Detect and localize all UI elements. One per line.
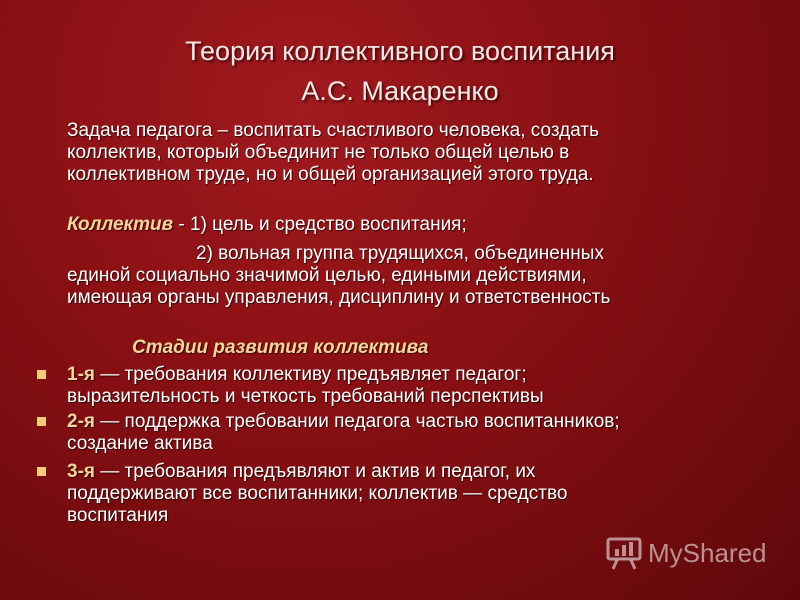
stages-heading: Стадии развития коллектива: [132, 337, 429, 358]
stage-text: поддерживают все воспитанники; коллектив — средство: [67, 483, 568, 504]
stage-item: [67, 364, 544, 408]
stage-text: выразительность и четкость требований перспективы: [67, 386, 544, 407]
watermark: [606, 533, 767, 573]
stage-text: — требования предъявляют и актив и педагог, их: [94, 461, 536, 482]
stage-text: воспитания: [67, 505, 169, 526]
stage-item: [67, 461, 567, 527]
stage-number: 2-я: [67, 411, 95, 432]
collective-def2-line: 2) вольная группа трудящихся, объединенных: [196, 243, 604, 264]
presentation-board-icon: [606, 536, 642, 570]
task-line: Задача педагога – воспитать счастливого человека, создать: [67, 120, 600, 141]
stage-text: создание актива: [67, 433, 213, 454]
collective-def2-line: единой социально значимой целью, едиными действиями,: [67, 265, 587, 286]
square-bullet-icon: [37, 467, 46, 476]
collective-definition-1: [67, 214, 467, 236]
task-line: коллектив, который объединит не только общей целью в: [67, 142, 570, 163]
title-line-1: Теория коллективного воспитания: [185, 36, 615, 66]
title-line-2: А.С. Макаренко: [301, 76, 499, 106]
stage-number: 1-я: [67, 364, 95, 385]
stage-text: — требования коллективу предъявляет педагог;: [94, 364, 527, 385]
watermark-text: MyShared: [648, 537, 767, 568]
stage-item: [67, 411, 620, 455]
task-paragraph: [67, 120, 599, 186]
collective-def2-line: имеющая органы управления, дисциплину и ответственность: [67, 287, 611, 308]
collective-definition-2: [67, 243, 610, 309]
square-bullet-icon: [37, 417, 46, 426]
collective-term: Коллектив: [67, 214, 174, 235]
square-bullet-icon: [37, 370, 46, 379]
stage-text: — поддержка требовании педагога частью воспитанников;: [94, 411, 620, 432]
task-line: коллективном труде, но и общей организацией этого труда.: [67, 164, 594, 185]
stage-number: 3-я: [67, 461, 95, 482]
collective-def-1: - 1) цель и средство воспитания;: [173, 214, 467, 235]
